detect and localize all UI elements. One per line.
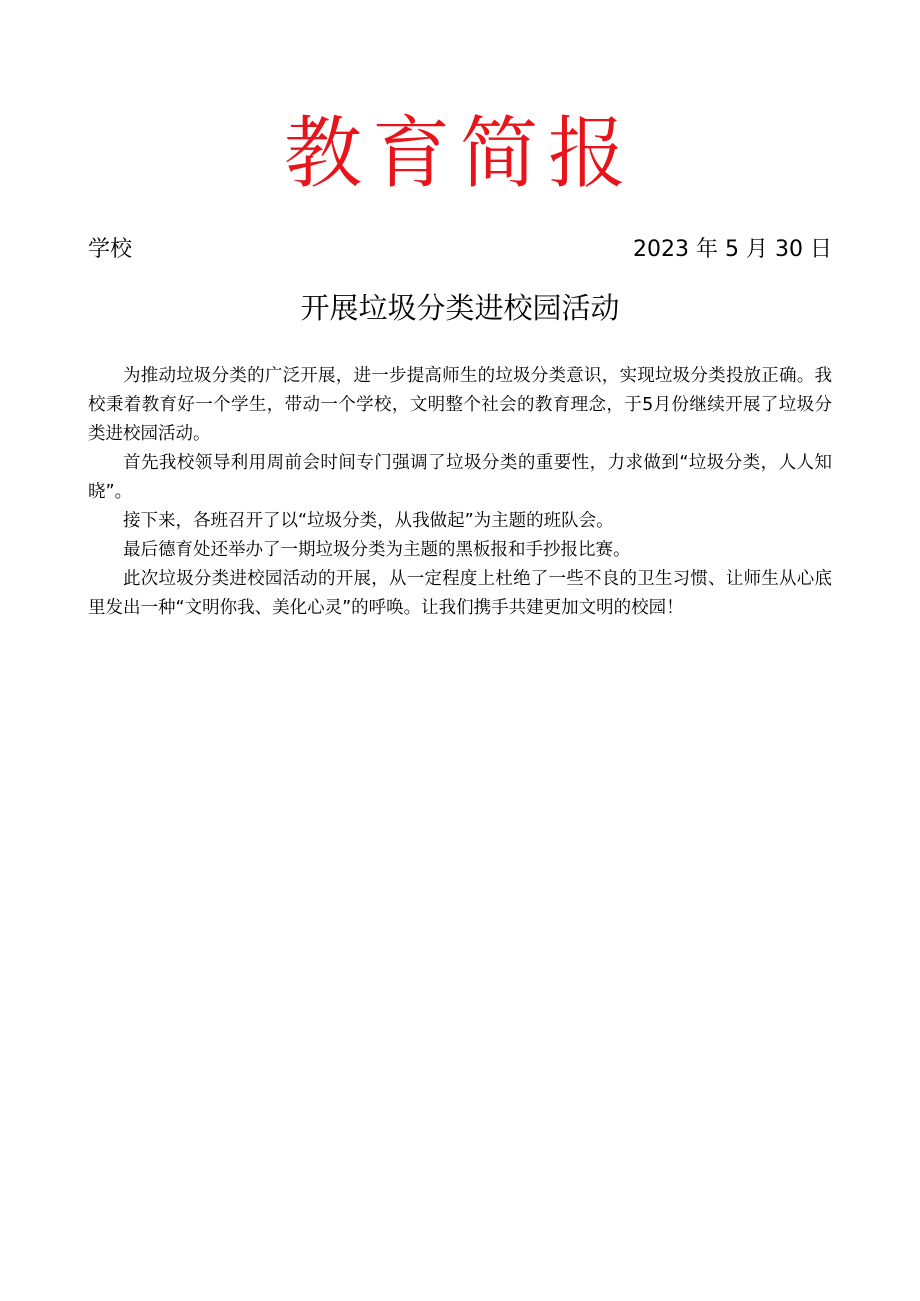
article-paragraph: 接下来，各班召开了以“垃圾分类，从我做起”为主题的班队会。 <box>123 511 614 531</box>
article-paragraph: 此次垃圾分类进校园活动的开展，从一定程度上杜绝了一些不良的卫生习惯、让师生从心底里发出一种“文明你我、美化心灵”的呼唤。让我们携手共建更加文明的校园！ <box>88 569 832 618</box>
meta-row <box>88 232 832 268</box>
article-paragraph: 最后德育处还举办了一期垃圾分类为主题的黑板报和手抄报比赛。 <box>123 540 631 560</box>
article-title: 开展垃圾分类进校园活动 <box>300 291 620 325</box>
article-paragraph: 首先我校领导利用周前会时间专门强调了垃圾分类的重要性，力求做到“垃圾分类，人人知晓”。 <box>88 453 832 502</box>
newsletter-masthead: 教育简报 <box>283 109 636 199</box>
article-body <box>88 362 832 623</box>
article-paragraph: 为推动垃圾分类的广泛开展，进一步提高师生的垃圾分类意识，实现垃圾分类投放正确。我校秉着教育好一个学生，带动一个学校，文明整个社会的教育理念，于5月份继续开展了垃圾分类进校园活动。 <box>88 366 832 444</box>
school-label: 学校 <box>88 237 133 262</box>
issue-date: 2023 年 5 月 30 日 <box>633 237 832 262</box>
